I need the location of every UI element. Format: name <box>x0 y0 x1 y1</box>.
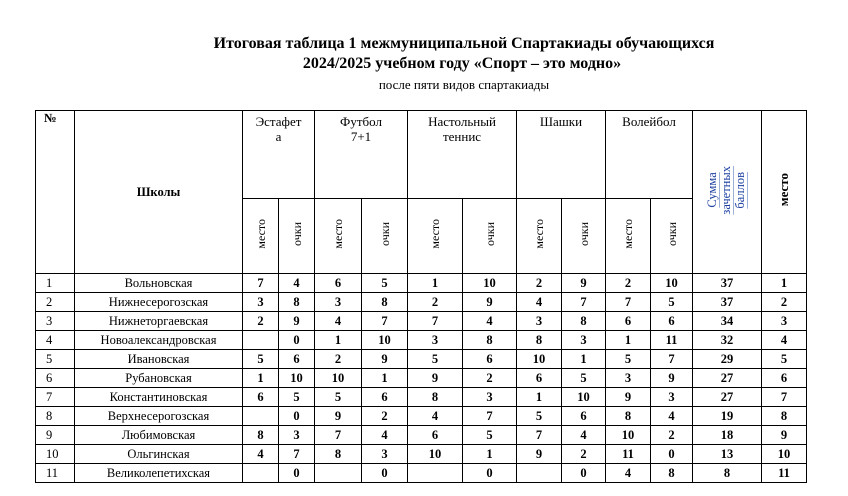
discipline-points: 10 <box>362 331 408 350</box>
discipline-place: 7 <box>315 426 362 445</box>
discipline-points: 8 <box>362 293 408 312</box>
discipline-points: 3 <box>562 331 606 350</box>
discipline-place: 8 <box>517 331 562 350</box>
school-name: Ивановская <box>75 350 243 369</box>
schools-column-header: Школы <box>75 111 243 274</box>
sum-points: 18 <box>693 426 762 445</box>
discipline-points: 1 <box>562 350 606 369</box>
discipline-points: 1 <box>463 445 517 464</box>
discipline-points: 2 <box>651 426 693 445</box>
discipline-points: 3 <box>362 445 408 464</box>
results-table <box>35 110 807 483</box>
discipline-points: 2 <box>562 445 606 464</box>
row-number: 11 <box>36 464 75 483</box>
discipline-place: 10 <box>315 369 362 388</box>
discipline-place: 9 <box>517 445 562 464</box>
table-row <box>36 369 807 388</box>
sum-points: 19 <box>693 407 762 426</box>
sum-points: 37 <box>693 274 762 293</box>
discipline-place: 1 <box>606 331 651 350</box>
school-name: Ольгинская <box>75 445 243 464</box>
sum-points: 8 <box>693 464 762 483</box>
discipline-place: 10 <box>606 426 651 445</box>
discipline-place: 7 <box>517 426 562 445</box>
discipline-points: 8 <box>279 293 315 312</box>
sum-points: 32 <box>693 331 762 350</box>
discipline-points: 0 <box>562 464 606 483</box>
final-place-header: место <box>762 111 807 274</box>
discipline-header-football: Футбол 7+1 <box>315 111 408 199</box>
discipline-place: 6 <box>517 369 562 388</box>
final-place: 5 <box>762 350 807 369</box>
discipline-points: 4 <box>362 426 408 445</box>
row-number: 3 <box>36 312 75 331</box>
discipline-points: 6 <box>651 312 693 331</box>
discipline-points: 0 <box>279 331 315 350</box>
discipline-points: 3 <box>463 388 517 407</box>
discipline-header-checkers: Шашки <box>517 111 606 199</box>
school-name: Вольновская <box>75 274 243 293</box>
subheader-place: место <box>606 199 651 274</box>
sum-points: 37 <box>693 293 762 312</box>
discipline-place: 1 <box>315 331 362 350</box>
table-row <box>36 464 807 483</box>
table-row <box>36 274 807 293</box>
discipline-points: 9 <box>463 293 517 312</box>
sum-points-header: Сумма зачетных баллов <box>693 111 762 274</box>
row-number: 2 <box>36 293 75 312</box>
discipline-header-table-tennis: Настольный теннис <box>408 111 517 199</box>
discipline-points: 7 <box>279 445 315 464</box>
discipline-points: 10 <box>651 274 693 293</box>
discipline-points: 8 <box>651 464 693 483</box>
discipline-place: 3 <box>517 312 562 331</box>
discipline-place: 5 <box>315 388 362 407</box>
discipline-place: 4 <box>408 407 463 426</box>
discipline-points: 5 <box>279 388 315 407</box>
discipline-place <box>243 407 279 426</box>
discipline-place: 9 <box>315 407 362 426</box>
table-row <box>36 293 807 312</box>
discipline-place: 6 <box>408 426 463 445</box>
number-column-header: № <box>36 111 75 274</box>
subheader-place: место <box>408 199 463 274</box>
discipline-points: 8 <box>463 331 517 350</box>
discipline-place: 6 <box>315 274 362 293</box>
discipline-place: 3 <box>606 369 651 388</box>
table-row <box>36 388 807 407</box>
school-name: Любимовская <box>75 426 243 445</box>
discipline-place: 1 <box>517 388 562 407</box>
sum-points: 34 <box>693 312 762 331</box>
discipline-points: 9 <box>651 369 693 388</box>
row-number: 5 <box>36 350 75 369</box>
discipline-place: 5 <box>517 407 562 426</box>
discipline-place: 4 <box>243 445 279 464</box>
discipline-place: 2 <box>408 293 463 312</box>
discipline-points: 3 <box>279 426 315 445</box>
discipline-place: 4 <box>606 464 651 483</box>
row-number: 7 <box>36 388 75 407</box>
discipline-place: 8 <box>315 445 362 464</box>
row-number: 1 <box>36 274 75 293</box>
discipline-points: 7 <box>362 312 408 331</box>
discipline-points: 7 <box>463 407 517 426</box>
table-row <box>36 350 807 369</box>
sum-points: 27 <box>693 388 762 407</box>
row-number: 6 <box>36 369 75 388</box>
discipline-place: 2 <box>517 274 562 293</box>
discipline-place: 6 <box>243 388 279 407</box>
school-name: Нижнеторгаевская <box>75 312 243 331</box>
discipline-points: 0 <box>279 407 315 426</box>
discipline-place <box>243 464 279 483</box>
discipline-points: 9 <box>362 350 408 369</box>
discipline-points: 5 <box>362 274 408 293</box>
discipline-points: 3 <box>651 388 693 407</box>
discipline-points: 10 <box>562 388 606 407</box>
final-place: 3 <box>762 312 807 331</box>
final-place: 7 <box>762 388 807 407</box>
sum-points: 13 <box>693 445 762 464</box>
row-number: 8 <box>36 407 75 426</box>
discipline-points: 0 <box>463 464 517 483</box>
final-place: 8 <box>762 407 807 426</box>
row-number: 10 <box>36 445 75 464</box>
title-line-2: 2024/2025 учебном году «Спорт – это модно» <box>302 55 622 72</box>
discipline-points: 6 <box>562 407 606 426</box>
discipline-place: 2 <box>243 312 279 331</box>
final-place: 4 <box>762 331 807 350</box>
final-place: 10 <box>762 445 807 464</box>
school-name: Рубановская <box>75 369 243 388</box>
discipline-place: 10 <box>517 350 562 369</box>
discipline-place: 10 <box>408 445 463 464</box>
discipline-place: 7 <box>606 293 651 312</box>
discipline-place: 2 <box>606 274 651 293</box>
discipline-place <box>408 464 463 483</box>
discipline-points: 4 <box>463 312 517 331</box>
discipline-place: 3 <box>315 293 362 312</box>
discipline-place: 3 <box>243 293 279 312</box>
title-line-1: Итоговая таблица 1 межмуниципальной Спартакиады обучающихся <box>213 35 715 52</box>
sum-points: 27 <box>693 369 762 388</box>
discipline-points: 5 <box>651 293 693 312</box>
subheader-points: очки <box>463 199 517 274</box>
final-place: 9 <box>762 426 807 445</box>
discipline-points: 10 <box>279 369 315 388</box>
subheader-points: очки <box>362 199 408 274</box>
subheader-place: место <box>517 199 562 274</box>
discipline-points: 0 <box>362 464 408 483</box>
discipline-points: 7 <box>562 293 606 312</box>
school-name: Нижнесерогозская <box>75 293 243 312</box>
discipline-place <box>517 464 562 483</box>
school-name: Константиновская <box>75 388 243 407</box>
discipline-points: 11 <box>651 331 693 350</box>
table-row <box>36 331 807 350</box>
discipline-place: 5 <box>606 350 651 369</box>
discipline-points: 6 <box>362 388 408 407</box>
discipline-points: 2 <box>362 407 408 426</box>
header-row <box>36 111 807 199</box>
table-row <box>36 445 807 464</box>
table-row <box>36 426 807 445</box>
table-row <box>36 407 807 426</box>
discipline-place: 4 <box>315 312 362 331</box>
discipline-place: 9 <box>408 369 463 388</box>
school-name: Великолепетихская <box>75 464 243 483</box>
discipline-place: 11 <box>606 445 651 464</box>
final-place: 11 <box>762 464 807 483</box>
discipline-place: 7 <box>243 274 279 293</box>
discipline-header-relay: Эстафет а <box>243 111 315 199</box>
discipline-place: 1 <box>243 369 279 388</box>
table-row <box>36 312 807 331</box>
subheader-points: очки <box>279 199 315 274</box>
school-name: Верхнесерогозская <box>75 407 243 426</box>
row-number: 9 <box>36 426 75 445</box>
subheader-points: очки <box>651 199 693 274</box>
subheader-points: очки <box>562 199 606 274</box>
discipline-place: 4 <box>517 293 562 312</box>
subheader-place: место <box>243 199 279 274</box>
row-number: 4 <box>36 331 75 350</box>
discipline-points: 0 <box>651 445 693 464</box>
discipline-points: 6 <box>463 350 517 369</box>
discipline-points: 0 <box>279 464 315 483</box>
discipline-place <box>315 464 362 483</box>
discipline-points: 5 <box>562 369 606 388</box>
discipline-points: 5 <box>463 426 517 445</box>
school-name: Новоалександровская <box>75 331 243 350</box>
discipline-place: 6 <box>606 312 651 331</box>
discipline-place: 5 <box>408 350 463 369</box>
discipline-points: 9 <box>562 274 606 293</box>
discipline-points: 4 <box>279 274 315 293</box>
discipline-points: 4 <box>651 407 693 426</box>
final-place: 2 <box>762 293 807 312</box>
discipline-points: 9 <box>279 312 315 331</box>
discipline-points: 4 <box>562 426 606 445</box>
discipline-place: 8 <box>243 426 279 445</box>
discipline-place <box>243 331 279 350</box>
sum-points: 29 <box>693 350 762 369</box>
discipline-place: 9 <box>606 388 651 407</box>
discipline-points: 1 <box>362 369 408 388</box>
discipline-place: 2 <box>315 350 362 369</box>
discipline-place: 7 <box>408 312 463 331</box>
discipline-points: 6 <box>279 350 315 369</box>
final-place: 6 <box>762 369 807 388</box>
subheader-place: место <box>315 199 362 274</box>
final-place: 1 <box>762 274 807 293</box>
discipline-place: 1 <box>408 274 463 293</box>
discipline-points: 8 <box>562 312 606 331</box>
subtitle: после пяти видов спартакиады <box>378 77 550 92</box>
discipline-header-volleyball: Волейбол <box>606 111 693 199</box>
discipline-place: 8 <box>408 388 463 407</box>
discipline-points: 2 <box>463 369 517 388</box>
discipline-place: 5 <box>243 350 279 369</box>
discipline-points: 7 <box>651 350 693 369</box>
discipline-points: 10 <box>463 274 517 293</box>
discipline-place: 3 <box>408 331 463 350</box>
discipline-place: 8 <box>606 407 651 426</box>
